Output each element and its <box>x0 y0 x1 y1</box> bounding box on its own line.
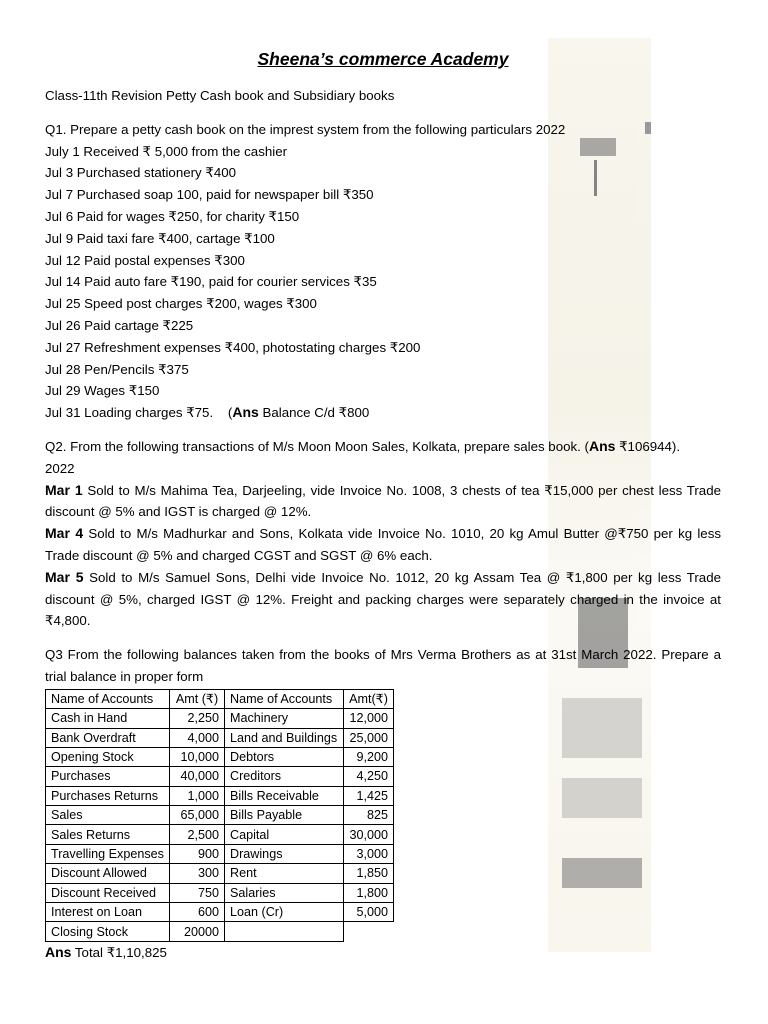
table-row <box>46 767 394 786</box>
table-row <box>46 786 394 805</box>
table-row <box>46 864 394 883</box>
q1-item: Jul 27 Refreshment expenses ₹400, photostating charges ₹200 <box>45 339 421 355</box>
table-cell: 900 <box>170 844 225 863</box>
q3-answer <box>45 942 721 964</box>
table-cell: Travelling Expenses <box>46 844 170 863</box>
table-cell: 12,000 <box>344 709 394 728</box>
q1-heading: Q1. Prepare a petty cash book on the imprest system from the following particulars 2022 <box>45 121 566 137</box>
table-cell: 825 <box>344 806 394 825</box>
q1-last-text: Jul 31 Loading charges ₹75. <box>45 405 214 421</box>
table-row <box>46 844 394 863</box>
table-cell: 1,850 <box>344 864 394 883</box>
q1-item: Jul 9 Paid taxi fare ₹400, cartage ₹100 <box>45 230 275 246</box>
q1-last-line <box>45 402 721 424</box>
subtitle: Class-11th Revision Petty Cash book and Subsidiary books <box>45 88 395 103</box>
table-cell: 4,000 <box>170 728 225 747</box>
table-header-row <box>46 689 394 708</box>
table-cell: 1,000 <box>170 786 225 805</box>
table-cell: 65,000 <box>170 806 225 825</box>
q1-item: Jul 12 Paid postal expenses ₹300 <box>45 252 245 268</box>
table-cell: Opening Stock <box>46 747 170 766</box>
q1-item: Jul 29 Wages ₹150 <box>45 383 160 399</box>
table-cell: 3,000 <box>344 844 394 863</box>
q2-year: 2022 <box>45 460 75 476</box>
table-cell: Creditors <box>225 767 344 786</box>
table-header-cell: Name of Accounts <box>225 689 344 708</box>
q1-ans-text: Balance C/d ₹800 <box>258 405 370 421</box>
q2-heading-text: Q2. From the following transactions of M/s Moon Moon Sales, Kolkata, prepare sales book. ( <box>45 438 589 454</box>
table-row <box>46 922 394 941</box>
table-cell: Salaries <box>225 883 344 902</box>
table-row <box>46 728 394 747</box>
table-row <box>46 747 394 766</box>
table-cell: 1,425 <box>344 786 394 805</box>
trial-balance-table <box>45 689 394 942</box>
table-cell: 40,000 <box>170 767 225 786</box>
q1-ans-open: ( <box>227 405 233 421</box>
table-cell: Rent <box>225 864 344 883</box>
table-cell: Capital <box>225 825 344 844</box>
q2-item-date: Mar 1 <box>45 481 83 498</box>
table-cell: 750 <box>170 883 225 902</box>
q3-ans-text: Total ₹1,10,825 <box>71 944 167 960</box>
q1-item: Jul 7 Purchased soap 100, paid for newspaper bill ₹350 <box>45 187 374 203</box>
table-cell: Bills Receivable <box>225 786 344 805</box>
table-cell: Bank Overdraft <box>46 728 170 747</box>
q2-item <box>45 523 721 567</box>
table-cell <box>344 922 394 941</box>
table-cell: 4,250 <box>344 767 394 786</box>
q3-ans-label: Ans <box>45 943 72 960</box>
table-cell: 10,000 <box>170 747 225 766</box>
q2-item <box>45 480 721 524</box>
table-row <box>46 806 394 825</box>
table-cell: Loan (Cr) <box>225 903 344 922</box>
q2-item-text: Sold to M/s Samuel Sons, Delhi vide Invoice No. 1012, 20 kg Assam Tea @ ₹1,800 per kg less Trade discount @ 5%, charged IGST @ 12%. Freight and packing charges were separately charged in the invoice at ₹4,800. <box>45 569 721 629</box>
table-header-cell: Name of Accounts <box>46 689 170 708</box>
table-cell: Cash in Hand <box>46 709 170 728</box>
table-cell: 600 <box>170 903 225 922</box>
q2-heading <box>45 436 721 458</box>
table-cell: Discount Received <box>46 883 170 902</box>
q1-item: Jul 3 Purchased stationery ₹400 <box>45 165 237 181</box>
q1-item: Jul 14 Paid auto fare ₹190, paid for courier services ₹35 <box>45 274 377 290</box>
q1-item: Jul 6 Paid for wages ₹250, for charity ₹150 <box>45 208 300 224</box>
table-cell: Purchases Returns <box>46 786 170 805</box>
table-cell: 5,000 <box>344 903 394 922</box>
table-cell: 300 <box>170 864 225 883</box>
q2-ans-text: ₹106944). <box>615 438 681 454</box>
table-cell: 30,000 <box>344 825 394 844</box>
table-cell: 1,800 <box>344 883 394 902</box>
q3-heading: Q3 From the following balances taken from the books of Mrs Verma Brothers as at 31st March 2022. Prepare a trial balance in proper form <box>45 647 721 684</box>
table-cell: Interest on Loan <box>46 903 170 922</box>
q1-item: Jul 26 Paid cartage ₹225 <box>45 317 194 333</box>
q1-item: July 1 Received ₹ 5,000 from the cashier <box>45 143 288 159</box>
table-cell: 2,250 <box>170 709 225 728</box>
q2-item-text: Sold to M/s Madhurkar and Sons, Kolkata vide Invoice No. 1010, 20 kg Amul Butter @₹750 per kg less Trade discount @ 5% and charged CGST and SGST @ 6% each. <box>45 526 721 563</box>
table-cell: Closing Stock <box>46 922 170 941</box>
table-cell <box>225 922 344 941</box>
table-cell: 2,500 <box>170 825 225 844</box>
q1-ans-label: Ans <box>232 404 259 421</box>
table-cell: Drawings <box>225 844 344 863</box>
document-page <box>45 46 721 964</box>
table-cell: 25,000 <box>344 728 394 747</box>
q1-item: Jul 25 Speed post charges ₹200, wages ₹300 <box>45 296 317 312</box>
table-cell: Land and Buildings <box>225 728 344 747</box>
table-header-cell: Amt (₹) <box>170 689 225 708</box>
table-cell: Bills Payable <box>225 806 344 825</box>
table-cell: Discount Allowed <box>46 864 170 883</box>
table-row <box>46 825 394 844</box>
q2-item-date: Mar 4 <box>45 525 84 542</box>
table-cell: 20000 <box>170 922 225 941</box>
q2-ans-label: Ans <box>588 437 616 454</box>
q2-list <box>45 480 721 633</box>
table-cell: Debtors <box>225 747 344 766</box>
q2-item-text: Sold to M/s Mahima Tea, Darjeeling, vide Invoice No. 1008, 3 chests of tea ₹15,000 per chest less Trade discount @ 5% and IGST is charged @ 12%. <box>45 482 721 520</box>
q2-item <box>45 567 721 632</box>
table-cell: Machinery <box>225 709 344 728</box>
table-row <box>46 903 394 922</box>
table-row <box>46 883 394 902</box>
table-cell: Sales Returns <box>46 825 170 844</box>
q1-list <box>45 141 721 403</box>
page-title: Sheena’s commerce Academy <box>257 49 509 69</box>
q2-item-date: Mar 5 <box>45 568 84 585</box>
table-row <box>46 709 394 728</box>
table-cell: 9,200 <box>344 747 394 766</box>
q1-item: Jul 28 Pen/Pencils ₹375 <box>45 361 189 377</box>
table-cell: Sales <box>46 806 170 825</box>
table-header-cell: Amt(₹) <box>344 689 394 708</box>
table-cell: Purchases <box>46 767 170 786</box>
